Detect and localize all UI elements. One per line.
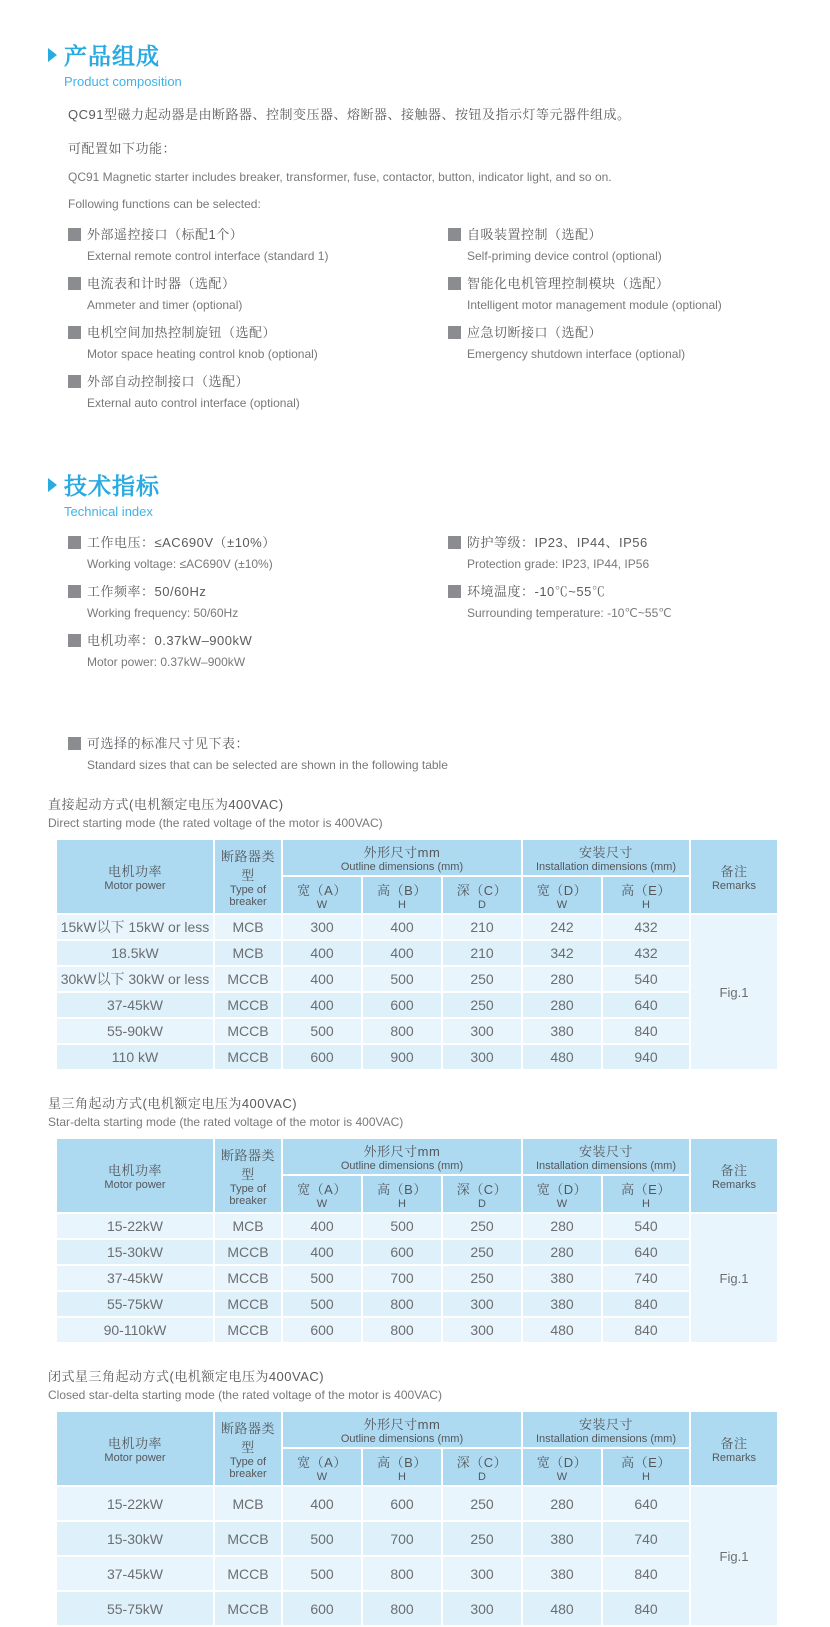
table-row [56, 966, 778, 992]
section-header [48, 468, 830, 501]
cell-dim-d: 280 [522, 1213, 602, 1239]
feature-label-en: Self-priming device control (optional) [467, 249, 662, 263]
cell-motor-power: 37-45kW [56, 992, 214, 1018]
feature-label-cn: 智能化电机管理控制模块（选配） [467, 276, 670, 291]
cell-dim-b: 600 [362, 1486, 442, 1521]
cell-dim-e: 840 [602, 1591, 690, 1626]
feature-item [68, 324, 448, 361]
bullet-square-icon [68, 536, 81, 549]
table-row [56, 914, 778, 940]
cell-dim-b: 400 [362, 914, 442, 940]
section-title-cn: 技术指标 [64, 473, 160, 499]
col-remarks: 备注 Remarks [690, 839, 778, 914]
bullet-square-icon [448, 277, 461, 290]
subcol-height-e: 高（E） H [602, 1448, 690, 1486]
cell-dim-a: 500 [282, 1556, 362, 1591]
cell-dim-c: 250 [442, 1521, 522, 1556]
table-row [56, 1265, 778, 1291]
spec-label-cn: 工作频率：50/60Hz [87, 584, 207, 599]
bullet-square-icon [68, 326, 81, 339]
cell-breaker-type: MCCB [214, 1265, 282, 1291]
col-installation-dimensions: 安装尺寸 Installation dimensions (mm) [522, 839, 690, 876]
cell-breaker-type: MCCB [214, 966, 282, 992]
feature-column-right [448, 226, 830, 422]
col-outline-dimensions: 外形尺寸mm Outline dimensions (mm) [282, 1138, 522, 1175]
feature-column-left [68, 226, 448, 422]
cell-dim-e: 640 [602, 992, 690, 1018]
cell-motor-power: 37-45kW [56, 1556, 214, 1591]
table-row [56, 1521, 778, 1556]
note-label-en: Standard sizes that can be selected are shown in the following table [87, 758, 448, 772]
cell-dim-c: 210 [442, 914, 522, 940]
spec-label-cn: 电机功率：0.37kW–900kW [87, 633, 253, 648]
intro-paragraph-cn: QC91型磁力起动器是由断路器、控制变压器、熔断器、接触器、按钮及指示灯等元器件组成。 [68, 107, 631, 122]
cell-breaker-type: MCCB [214, 1044, 282, 1070]
spec-list [68, 534, 830, 681]
subcol-width-d: 宽（D） W [522, 876, 602, 914]
cell-dim-c: 300 [442, 1018, 522, 1044]
cell-dim-e: 540 [602, 966, 690, 992]
cell-dim-d: 280 [522, 966, 602, 992]
cell-dim-a: 500 [282, 1521, 362, 1556]
subcol-width-d: 宽（D） W [522, 1175, 602, 1213]
cell-dim-a: 400 [282, 1239, 362, 1265]
cell-dim-e: 840 [602, 1317, 690, 1343]
arrow-right-icon [48, 478, 57, 492]
table-block-direct-starting [48, 794, 830, 1071]
spec-item [68, 583, 448, 620]
feature-label-en: External remote control interface (standard 1) [87, 249, 329, 263]
table-row [56, 1291, 778, 1317]
col-installation-dimensions: 安装尺寸 Installation dimensions (mm) [522, 1411, 690, 1448]
table-row [56, 992, 778, 1018]
table-title-cn: 闭式星三角起动方式(电机额定电压为400VAC) [48, 1369, 325, 1384]
cell-dim-d: 480 [522, 1591, 602, 1626]
col-breaker-type: 断路器类型 Type of breaker [214, 839, 282, 914]
cell-dim-e: 540 [602, 1213, 690, 1239]
subcol-depth-c: 深（C） D [442, 1175, 522, 1213]
cell-dim-e: 640 [602, 1239, 690, 1265]
cell-motor-power: 15kW以下 15kW or less [56, 914, 214, 940]
cell-dim-b: 800 [362, 1556, 442, 1591]
spec-item [448, 534, 830, 571]
table-title-cn: 直接起动方式(电机额定电压为400VAC) [48, 797, 284, 812]
cell-dim-e: 432 [602, 940, 690, 966]
standard-sizes-note [68, 735, 830, 772]
section-title-cn: 产品组成 [64, 43, 160, 69]
cell-breaker-type: MCB [214, 1213, 282, 1239]
col-remarks: 备注 Remarks [690, 1411, 778, 1486]
feature-label-cn: 应急切断接口（选配） [467, 325, 603, 340]
spec-label-cn: 防护等级：IP23、IP44、IP56 [467, 535, 648, 550]
cell-dim-e: 940 [602, 1044, 690, 1070]
table-title-en: Direct starting mode (the rated voltage of the motor is 400VAC) [48, 816, 383, 830]
cell-dim-a: 600 [282, 1591, 362, 1626]
section-product-composition [48, 38, 830, 422]
bullet-square-icon [448, 326, 461, 339]
cell-dim-c: 300 [442, 1291, 522, 1317]
cell-dim-e: 432 [602, 914, 690, 940]
cell-dim-b: 800 [362, 1291, 442, 1317]
cell-dim-d: 380 [522, 1018, 602, 1044]
col-motor-power: 电机功率 Motor power [56, 1138, 214, 1213]
cell-dim-d: 380 [522, 1291, 602, 1317]
bullet-square-icon [68, 737, 81, 750]
cell-breaker-type: MCCB [214, 1591, 282, 1626]
spec-label-en: Protection grade: IP23, IP44, IP56 [467, 557, 650, 571]
table-row [56, 1486, 778, 1521]
cell-motor-power: 15-30kW [56, 1239, 214, 1265]
cell-motor-power: 55-75kW [56, 1591, 214, 1626]
cell-dim-c: 250 [442, 1265, 522, 1291]
cell-dim-a: 300 [282, 914, 362, 940]
cell-dim-d: 342 [522, 940, 602, 966]
bullet-square-icon [68, 634, 81, 647]
feature-label-en: Emergency shutdown interface (optional) [467, 347, 686, 361]
feature-label-cn: 外部遥控接口（标配1个） [87, 227, 244, 242]
subcol-width-a: 宽（A） W [282, 1175, 362, 1213]
cell-motor-power: 55-75kW [56, 1291, 214, 1317]
cell-dim-c: 250 [442, 1213, 522, 1239]
spec-column-right [448, 534, 830, 681]
cell-dim-c: 250 [442, 992, 522, 1018]
cell-remarks: Fig.1 [690, 1213, 778, 1343]
bullet-square-icon [448, 585, 461, 598]
spec-label-cn: 工作电压：≤AC690V（±10%） [87, 535, 276, 550]
cell-dim-a: 500 [282, 1291, 362, 1317]
feature-label-en: External auto control interface (optional) [87, 396, 300, 410]
cell-dim-c: 250 [442, 966, 522, 992]
cell-motor-power: 30kW以下 30kW or less [56, 966, 214, 992]
cell-dim-b: 800 [362, 1591, 442, 1626]
subcol-width-a: 宽（A） W [282, 876, 362, 914]
cell-dim-b: 600 [362, 992, 442, 1018]
cell-remarks: Fig.1 [690, 914, 778, 1070]
cell-motor-power: 15-30kW [56, 1521, 214, 1556]
table-row [56, 1591, 778, 1626]
cell-dim-e: 740 [602, 1521, 690, 1556]
intro-paragraph-en: QC91 Magnetic starter includes breaker, transformer, fuse, contactor, button, indicator light, and so on. [68, 170, 612, 184]
cell-breaker-type: MCCB [214, 1521, 282, 1556]
table-row [56, 1018, 778, 1044]
subcol-height-b: 高（B） H [362, 876, 442, 914]
feature-label-cn: 电机空间加热控制旋钮（选配） [87, 325, 277, 340]
cell-dim-a: 600 [282, 1317, 362, 1343]
cell-breaker-type: MCCB [214, 992, 282, 1018]
feature-label-en: Intelligent motor management module (optional) [467, 298, 722, 312]
spec-label-en: Surrounding temperature: -10℃~55℃ [467, 606, 672, 620]
feature-label-cn: 电流表和计时器（选配） [87, 276, 236, 291]
direct-starting-table [55, 838, 779, 1071]
subcol-height-e: 高（E） H [602, 876, 690, 914]
feature-label-cn: 自吸装置控制（选配） [467, 227, 603, 242]
col-breaker-type: 断路器类型 Type of breaker [214, 1138, 282, 1213]
cell-dim-c: 250 [442, 1486, 522, 1521]
cell-dim-e: 840 [602, 1018, 690, 1044]
col-outline-dimensions: 外形尺寸mm Outline dimensions (mm) [282, 839, 522, 876]
table-row [56, 1556, 778, 1591]
cell-dim-a: 500 [282, 1265, 362, 1291]
bullet-square-icon [68, 228, 81, 241]
cell-dim-d: 380 [522, 1556, 602, 1591]
cell-dim-a: 400 [282, 1486, 362, 1521]
subcol-depth-c: 深（C） D [442, 1448, 522, 1486]
cell-dim-b: 600 [362, 1239, 442, 1265]
intro-paragraph-en2: Following functions can be selected: [68, 197, 261, 211]
subcol-width-d: 宽（D） W [522, 1448, 602, 1486]
cell-dim-a: 600 [282, 1044, 362, 1070]
cell-motor-power: 55-90kW [56, 1018, 214, 1044]
section-title-en: Technical index [64, 504, 153, 519]
cell-dim-a: 400 [282, 1213, 362, 1239]
cell-remarks: Fig.1 [690, 1486, 778, 1626]
cell-dim-d: 280 [522, 1486, 602, 1521]
table-row [56, 1239, 778, 1265]
spec-label-en: Motor power: 0.37kW–900kW [87, 655, 246, 669]
cell-breaker-type: MCB [214, 940, 282, 966]
bullet-square-icon [68, 277, 81, 290]
star-delta-table [55, 1137, 779, 1344]
bullet-square-icon [448, 228, 461, 241]
cell-dim-c: 300 [442, 1556, 522, 1591]
arrow-right-icon [48, 48, 57, 62]
feature-label-cn: 外部自动控制接口（选配） [87, 374, 250, 389]
cell-dim-b: 500 [362, 1213, 442, 1239]
col-motor-power: 电机功率 Motor power [56, 1411, 214, 1486]
section-title-en: Product composition [64, 74, 182, 89]
spec-column-left [68, 534, 448, 681]
cell-dim-d: 280 [522, 992, 602, 1018]
closed-star-delta-table [55, 1410, 779, 1627]
spec-item [68, 534, 448, 571]
cell-dim-c: 300 [442, 1317, 522, 1343]
cell-breaker-type: MCB [214, 914, 282, 940]
cell-dim-e: 840 [602, 1556, 690, 1591]
feature-label-en: Motor space heating control knob (optional) [87, 347, 318, 361]
table-row [56, 940, 778, 966]
feature-item [448, 226, 830, 263]
subcol-depth-c: 深（C） D [442, 876, 522, 914]
section-header [48, 38, 830, 71]
cell-motor-power: 37-45kW [56, 1265, 214, 1291]
col-motor-power: 电机功率 Motor power [56, 839, 214, 914]
cell-dim-b: 800 [362, 1317, 442, 1343]
col-outline-dimensions: 外形尺寸mm Outline dimensions (mm) [282, 1411, 522, 1448]
col-breaker-type: 断路器类型 Type of breaker [214, 1411, 282, 1486]
cell-motor-power: 110 kW [56, 1044, 214, 1070]
cell-dim-d: 380 [522, 1521, 602, 1556]
cell-dim-e: 840 [602, 1291, 690, 1317]
cell-dim-d: 480 [522, 1317, 602, 1343]
table-block-star-delta [48, 1093, 830, 1344]
table-row [56, 1213, 778, 1239]
cell-dim-b: 400 [362, 940, 442, 966]
cell-dim-b: 700 [362, 1521, 442, 1556]
bullet-square-icon [68, 375, 81, 388]
cell-breaker-type: MCCB [214, 1239, 282, 1265]
feature-item [68, 226, 448, 263]
feature-list [68, 226, 830, 422]
cell-breaker-type: MCCB [214, 1317, 282, 1343]
subcol-height-e: 高（E） H [602, 1175, 690, 1213]
spec-label-en: Working frequency: 50/60Hz [87, 606, 239, 620]
cell-dim-a: 500 [282, 1018, 362, 1044]
note-label-cn: 可选择的标准尺寸见下表： [87, 736, 250, 751]
cell-dim-b: 500 [362, 966, 442, 992]
table-block-closed-star-delta [48, 1366, 830, 1627]
table-title-en: Closed star-delta starting mode (the rated voltage of the motor is 400VAC) [48, 1388, 442, 1402]
cell-dim-a: 400 [282, 940, 362, 966]
feature-item [448, 324, 830, 361]
spec-item [68, 632, 448, 669]
feature-item [68, 373, 448, 410]
feature-item [448, 275, 830, 312]
cell-dim-c: 250 [442, 1239, 522, 1265]
col-installation-dimensions: 安装尺寸 Installation dimensions (mm) [522, 1138, 690, 1175]
bullet-square-icon [68, 585, 81, 598]
cell-dim-d: 480 [522, 1044, 602, 1070]
cell-dim-c: 300 [442, 1044, 522, 1070]
cell-dim-e: 640 [602, 1486, 690, 1521]
table-title-en: Star-delta starting mode (the rated voltage of the motor is 400VAC) [48, 1115, 404, 1129]
subcol-height-b: 高（B） H [362, 1175, 442, 1213]
cell-motor-power: 90-110kW [56, 1317, 214, 1343]
feature-item [68, 275, 448, 312]
bullet-square-icon [448, 536, 461, 549]
cell-dim-a: 400 [282, 992, 362, 1018]
cell-dim-b: 700 [362, 1265, 442, 1291]
table-row [56, 1317, 778, 1343]
cell-breaker-type: MCB [214, 1486, 282, 1521]
cell-dim-c: 300 [442, 1591, 522, 1626]
subcol-width-a: 宽（A） W [282, 1448, 362, 1486]
cell-dim-d: 280 [522, 1239, 602, 1265]
table-row [56, 1044, 778, 1070]
cell-breaker-type: MCCB [214, 1018, 282, 1044]
cell-dim-a: 400 [282, 966, 362, 992]
col-remarks: 备注 Remarks [690, 1138, 778, 1213]
intro-paragraph-cn2: 可配置如下功能： [68, 141, 177, 156]
spec-label-en: Working voltage: ≤AC690V (±10%) [87, 557, 273, 571]
spec-item [448, 583, 830, 620]
table-title-cn: 星三角起动方式(电机额定电压为400VAC) [48, 1096, 298, 1111]
cell-motor-power: 15-22kW [56, 1213, 214, 1239]
cell-breaker-type: MCCB [214, 1291, 282, 1317]
section-technical-index [48, 468, 830, 772]
cell-dim-c: 210 [442, 940, 522, 966]
cell-dim-e: 740 [602, 1265, 690, 1291]
spec-label-cn: 环境温度：-10℃~55℃ [467, 584, 606, 599]
cell-dim-b: 900 [362, 1044, 442, 1070]
cell-motor-power: 18.5kW [56, 940, 214, 966]
feature-label-en: Ammeter and timer (optional) [87, 298, 243, 312]
cell-dim-b: 800 [362, 1018, 442, 1044]
subcol-height-b: 高（B） H [362, 1448, 442, 1486]
cell-dim-d: 380 [522, 1265, 602, 1291]
cell-motor-power: 15-22kW [56, 1486, 214, 1521]
cell-breaker-type: MCCB [214, 1556, 282, 1591]
cell-dim-d: 242 [522, 914, 602, 940]
